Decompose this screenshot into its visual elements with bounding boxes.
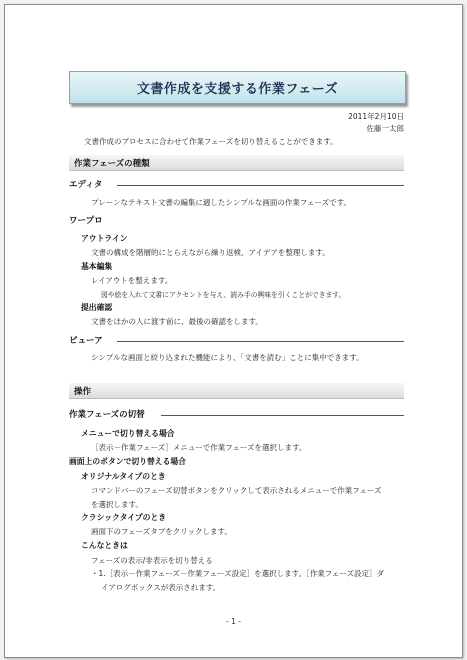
section-bar-types [69, 155, 404, 171]
submit-check-text: 文書をほかの人に渡す前に、最後の確認をします。 [91, 317, 263, 326]
section-heading-types: 作業フェーズの種類 [74, 159, 150, 169]
heading-editor: エディタ [69, 180, 103, 190]
heading-submit-check: 提出確認 [81, 303, 113, 312]
basic-edit-text-2: 図や絵を入れて文書にアクセントを与え、読み手の興味を引くことができます。 [101, 291, 346, 299]
section-heading-operation: 操作 [74, 387, 92, 397]
heading-viewer: ビューア [69, 336, 103, 346]
heading-menu-switch: メニューで切り替える場合 [81, 429, 175, 438]
step1-line-2: イアログボックスが表示されます。 [101, 583, 221, 592]
original-type-text-1: コマンドバーのフェーズ切替ボタンをクリックして表示されるメニューで作業フェーズ [91, 486, 382, 495]
heading-wordpro: ワープロ [69, 216, 103, 226]
document-author: 佐藤一太郎 [366, 124, 404, 133]
title-box [69, 71, 406, 104]
heading-original-type: オリジナルタイプのとき [81, 472, 166, 481]
document-page [4, 4, 463, 658]
page-number: - 1 - [226, 617, 241, 626]
toggle-heading: フェーズの表示/非表示を切り替える [91, 556, 213, 565]
document-title: 文書作成を支援する作業フェーズ [136, 82, 339, 97]
rule-editor [117, 185, 404, 186]
heading-outline: アウトライン [81, 234, 128, 243]
heading-classic-type: クラシックタイプのとき [81, 513, 167, 522]
document-date: 2011年2月10日 [348, 112, 404, 121]
heading-phase-switch: 作業フェーズの切替 [69, 410, 145, 420]
outline-text: 文書の構成を階層的にとらえながら繰り返検、アイデアを整理します。 [91, 248, 330, 257]
editor-text: プレーンなテキスト文書の編集に適したシンプルな画面の作業フェーズです。 [91, 198, 352, 207]
basic-edit-text-1: レイアウトを整えます。 [91, 276, 173, 285]
step1-line-1: ・1.［表示－作業フェーズ－作業フェーズ設定］を選択します。［作業フェーズ設定］ダ [91, 569, 385, 578]
original-type-text-2: を選択します。 [91, 500, 143, 509]
section-bar-operation [69, 383, 404, 399]
heading-button-switch: 画面上のボタンで切り替える場合 [69, 457, 186, 466]
classic-type-text: 画面下のフェーズタブをクリックします。 [91, 527, 232, 536]
viewer-text: シンプルな画面と絞り込まれた機能により、「文書を読む」ことに集中できます。 [91, 353, 364, 362]
intro-text: 文書作成のプロセスに合わせて作業フェーズを切り替えることができます。 [84, 137, 338, 146]
heading-when: こんなときは [81, 541, 128, 550]
heading-basic-edit: 基本編集 [81, 262, 113, 271]
rule-phase-switch [161, 415, 404, 416]
menu-switch-text: ［表示－作業フェーズ］メニューで作業フェーズを選択します。 [91, 443, 307, 452]
rule-viewer [117, 341, 404, 342]
